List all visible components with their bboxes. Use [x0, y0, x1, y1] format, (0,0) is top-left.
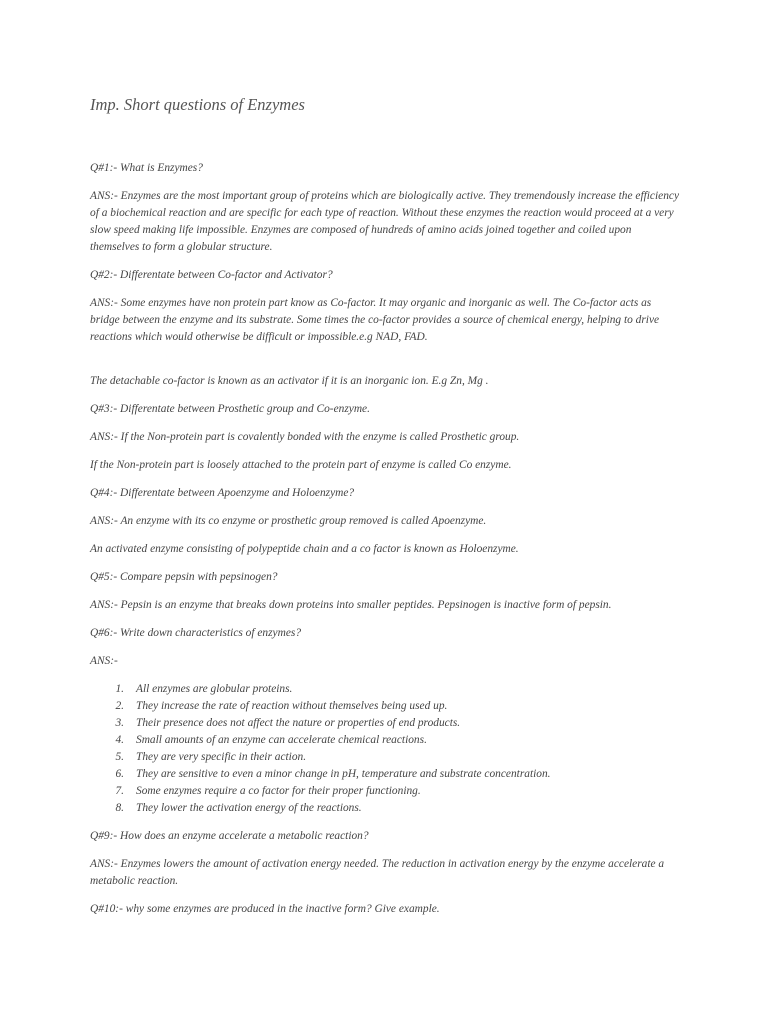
paragraph: ANS:- Pepsin is an enzyme that breaks down proteins into smaller peptides. Pepsinogen is inactive form of pepsin.: [90, 599, 612, 611]
list-item: [90, 681, 680, 698]
list-number: 4.: [115, 734, 124, 746]
paragraph: An activated enzyme consisting of polypeptide chain and a co factor is known as Holoenzyme.: [90, 543, 519, 555]
paragraph: Q#2:- Differentate between Co-factor and Activator?: [90, 269, 333, 281]
list-number: 5.: [115, 751, 124, 763]
document-body: [90, 94, 680, 929]
list-number: 6.: [115, 768, 124, 780]
paragraph: Q#3:- Differentate between Prosthetic group and Co-enzyme.: [90, 403, 370, 415]
list-number: 3.: [115, 717, 124, 729]
document-title: Imp. Short questions of Enzymes: [90, 95, 305, 114]
paragraph: Q#10:- why some enzymes are produced in the inactive form? Give example.: [90, 903, 440, 915]
list-number: 8.: [115, 802, 124, 814]
list-number: 7.: [115, 785, 124, 797]
list-item: [90, 749, 680, 766]
paragraph: ANS:-: [90, 655, 118, 667]
paragraph: ANS:- Some enzymes have non protein part know as Co-factor. It may organic and inorganic as well. The Co-factor acts as bridge between the enzyme and its substrate. Some times the co-factor provides a source of chemical energy, helping to drive reactions which would otherwise be difficult or impossible.e.g NAD, FAD.: [90, 297, 660, 343]
list-item: [90, 715, 680, 732]
list-text: They lower the activation energy of the reactions.: [136, 802, 362, 814]
list-text: Their presence does not affect the nature or properties of end products.: [136, 717, 461, 729]
characteristics-list: [90, 681, 680, 817]
list-item: [90, 800, 680, 817]
paragraph: Q#9:- How does an enzyme accelerate a metabolic reaction?: [90, 830, 369, 842]
paragraph: ANS:- If the Non-protein part is covalently bonded with the enzyme is called Prosthetic group.: [90, 431, 520, 443]
list-item: [90, 698, 680, 715]
paragraph: Q#5:- Compare pepsin with pepsinogen?: [90, 571, 278, 583]
list-text: They are sensitive to even a minor change in pH, temperature and substrate concentration.: [136, 768, 551, 780]
list-number: 1.: [115, 683, 124, 695]
list-number: 2.: [115, 700, 124, 712]
paragraph: Q#6:- Write down characteristics of enzymes?: [90, 627, 302, 639]
paragraph: ANS:- Enzymes lowers the amount of activation energy needed. The reduction in activation energy by the enzyme accelerate a metabolic reaction.: [90, 858, 665, 887]
list-item: [90, 732, 680, 749]
list-item: [90, 766, 680, 783]
list-text: They are very specific in their action.: [136, 751, 307, 763]
paragraph: The detachable co-factor is known as an activator if it is an inorganic ion. E.g Zn, Mg .: [90, 375, 489, 387]
paragraph: ANS:- Enzymes are the most important group of proteins which are biologically active. They tremendously increase the efficiency of a biochemical reaction and are specific for each type of reaction. Without these enzymes the reaction would proceed at a very slow speed making life impossible. Enzymes are composed of hundreds of amino acids joined together and coiled upon themselves to form a globular structure.: [90, 190, 680, 253]
list-text: Small amounts of an enzyme can accelerate chemical reactions.: [136, 734, 427, 746]
paragraph: Q#4:- Differentate between Apoenzyme and Holoenzyme?: [90, 487, 355, 499]
paragraph: If the Non-protein part is loosely attached to the protein part of enzyme is called Co enzyme.: [90, 459, 512, 471]
paragraph: Q#1:- What is Enzymes?: [90, 162, 203, 174]
list-item: [90, 783, 680, 800]
list-text: They increase the rate of reaction without themselves being used up.: [136, 700, 448, 712]
paragraph: ANS:- An enzyme with its co enzyme or prosthetic group removed is called Apoenzyme.: [90, 515, 487, 527]
list-text: Some enzymes require a co factor for their proper functioning.: [136, 785, 421, 797]
list-text: All enzymes are globular proteins.: [136, 683, 293, 695]
